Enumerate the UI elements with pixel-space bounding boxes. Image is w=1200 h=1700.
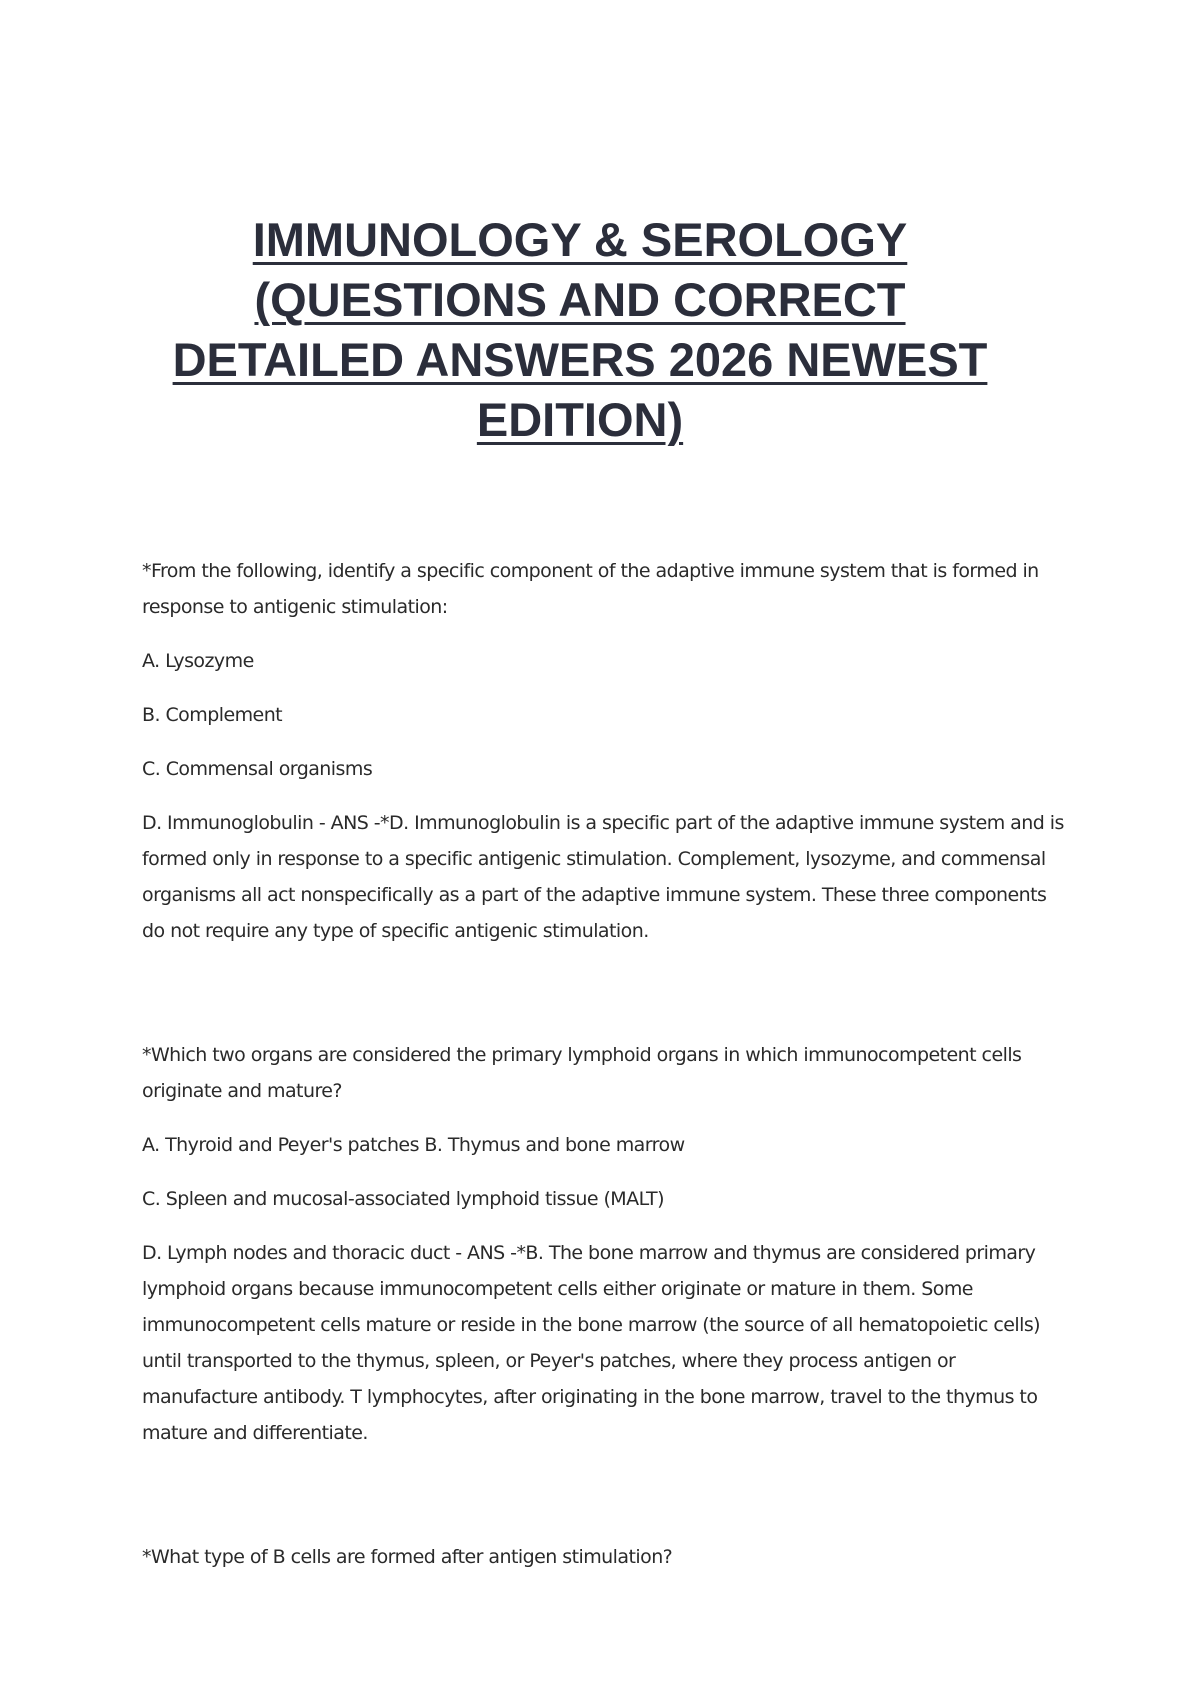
document-title: [150, 210, 1010, 450]
section-gap: [142, 967, 1072, 1037]
question-1-option-c: C. Commensal organisms: [142, 758, 373, 780]
question-1-option-b: B. Complement: [142, 704, 283, 726]
title-line-1: IMMUNOLOGY & SEROLOGY: [252, 213, 908, 266]
question-1: [142, 553, 1072, 949]
title-line-4: EDITION): [476, 393, 684, 446]
question-1-option-a: A. Lysozyme: [142, 650, 254, 672]
question-1-stem: *From the following, identify a specific component of the adaptive immune system that is formed in response to antigenic stimulation:: [142, 560, 1039, 618]
question-1-option-d-answer: D. Immunoglobulin - ANS -*D. Immunoglobulin is a specific part of the adaptive immune system and is formed only in response to a specific antigenic stimulation. Complement, lysozyme, and commensal organisms all act nonspecifically as a part of the adaptive immune system. These three components do not require any type of specific antigenic stimulation.: [142, 812, 1064, 942]
question-3: [142, 1539, 1072, 1575]
question-2-option-c: C. Spleen and mucosal-associated lymphoid tissue (MALT): [142, 1188, 664, 1210]
question-2-option-d-answer: D. Lymph nodes and thoracic duct - ANS -*B. The bone marrow and thymus are considered primary lymphoid organs because immunocompetent cells either originate or mature in them. Some immunocompetent cells mature or reside in the bone marrow (the source of all hematopoietic cells) until transported to the thymus, spleen, or Peyer's patches, where they process antigen or manufacture antibody. T lymphocytes, after originating in the bone marrow, travel to the thymus to mature and differentiate.: [142, 1242, 1041, 1444]
question-2-options-a-b: A. Thyroid and Peyer's patches B. Thymus and bone marrow: [142, 1134, 685, 1156]
title-line-3: DETAILED ANSWERS 2026 NEWEST: [172, 333, 988, 386]
question-3-stem: *What type of B cells are formed after antigen stimulation?: [142, 1546, 673, 1568]
title-line-2: (QUESTIONS AND CORRECT: [254, 273, 906, 326]
document-body: [142, 553, 1072, 1593]
question-2: [142, 1037, 1072, 1451]
section-gap: [142, 1469, 1072, 1539]
question-2-stem: *Which two organs are considered the primary lymphoid organs in which immunocompetent cells originate and mature?: [142, 1044, 1022, 1102]
